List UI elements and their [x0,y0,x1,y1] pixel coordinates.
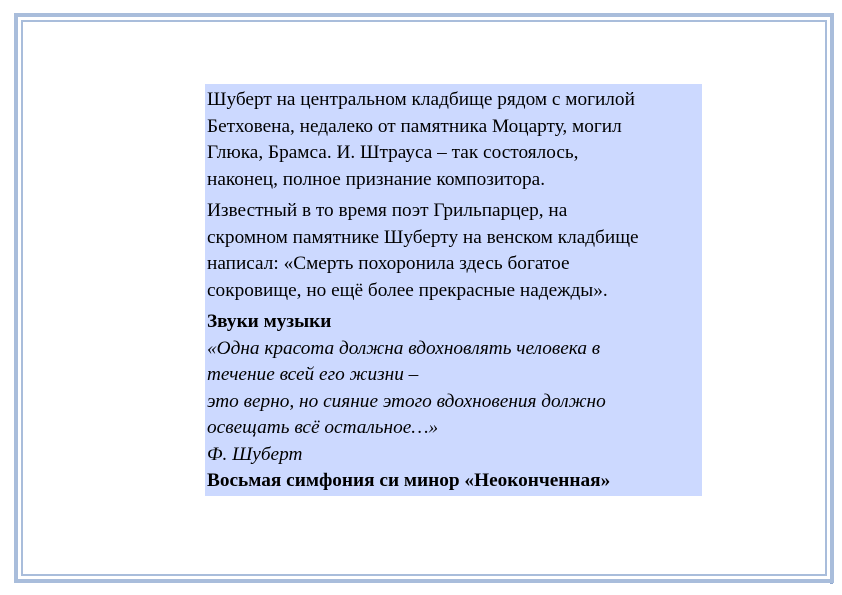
text-line: сокровище, но ещё более прекрасные надежды». [207,279,608,301]
paragraph-burial [207,87,702,193]
quote-author: Ф. Шуберт [207,443,303,465]
schubert-quote [207,336,702,469]
text-line: Глюка, Брамса. И. Штрауса – так состоялось, [207,142,579,163]
text-line: написал: «Смерть похоронила здесь богатое [207,253,570,274]
quote-line: «Одна красота должна вдохновлять человека в [207,337,601,359]
text-line: Шуберт на центральном кладбище рядом с могилой [207,89,635,110]
text-line: Известный в то время поэт Грильпарцер, на [207,200,568,221]
text-line: наконец, полное признание композитора. [207,168,546,190]
section-heading: Звуки музыки [207,311,332,332]
paragraph-grillparzer [207,198,702,304]
quote-line: освещать всё остальное…» [207,417,439,438]
text-line: Бетховена, недалеко от памятника Моцарту, могил [207,115,622,137]
quote-line: течение всей его жизни – [207,364,419,385]
text-box[interactable] [205,84,702,496]
text-line: скромном памятнике Шуберту на венском кладбище [207,226,639,248]
symphony-title: Восьмая симфония си минор «Неоконченная» [207,470,611,491]
quote-line: это верно, но сияние этого вдохновения должно [207,390,606,412]
